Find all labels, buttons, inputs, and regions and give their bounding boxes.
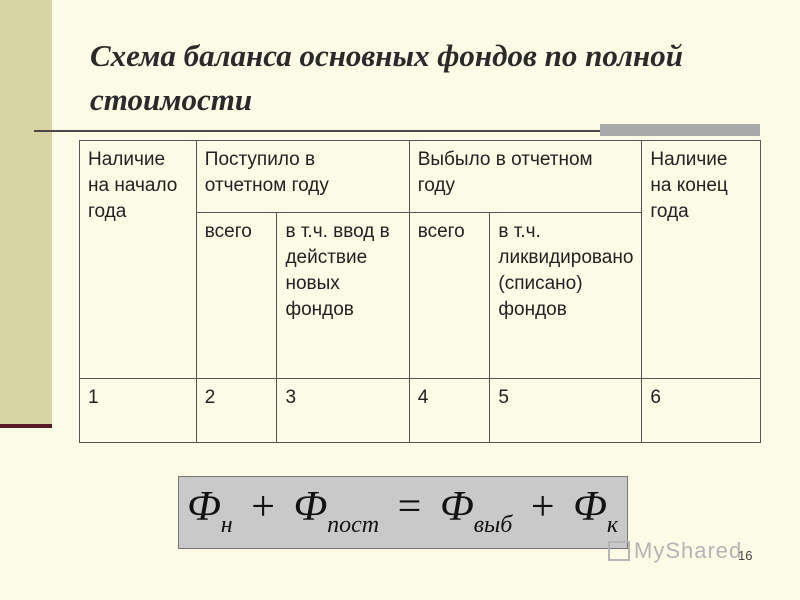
header-disposed: Выбыло в отчетном году xyxy=(409,141,642,213)
column-number: 5 xyxy=(490,379,642,443)
formula-subscript: пост xyxy=(327,512,380,538)
title-divider-accent xyxy=(600,124,760,136)
column-number: 1 xyxy=(80,379,197,443)
formula-term: Ф xyxy=(293,484,328,530)
formula-operator: + xyxy=(251,484,275,530)
column-number: 3 xyxy=(277,379,409,443)
formula-operator: + xyxy=(530,484,555,530)
header-received: Поступило в отчетном году xyxy=(196,141,409,213)
formula-term: Ф xyxy=(187,484,221,530)
formula-subscript: н xyxy=(220,512,233,538)
page-number: 16 xyxy=(738,548,753,563)
balance-formula xyxy=(187,483,618,539)
header-end-of-year: Наличие на конец года xyxy=(642,141,761,379)
column-number: 6 xyxy=(642,379,761,443)
balance-table xyxy=(79,140,761,443)
watermark-text: MyShared xyxy=(634,538,743,563)
left-decor-bar-edge xyxy=(0,424,52,428)
subheader-liquidated: в т.ч. ликвидировано (списано) фондов xyxy=(490,213,642,379)
presentation-icon xyxy=(608,541,630,561)
column-number: 4 xyxy=(409,379,490,443)
formula-term: Ф xyxy=(573,484,607,530)
formula-term: Ф xyxy=(439,484,474,530)
title-divider xyxy=(34,130,600,132)
formula-subscript: к xyxy=(606,512,619,538)
formula-box xyxy=(178,476,628,549)
formula-operator: = xyxy=(397,484,422,530)
subheader-disposed-total: всего xyxy=(409,213,490,379)
slide-title: Схема баланса основных фондов по полной стоимости xyxy=(90,38,683,117)
formula-subscript: выб xyxy=(473,512,513,538)
header-start-of-year: Наличие на начало года xyxy=(80,141,197,379)
subheader-received-total: всего xyxy=(196,213,277,379)
watermark xyxy=(608,538,742,564)
column-number: 2 xyxy=(196,379,277,443)
subheader-new-commissioned: в т.ч. ввод в действие новых фондов xyxy=(277,213,409,379)
left-decor-bar xyxy=(0,0,52,428)
